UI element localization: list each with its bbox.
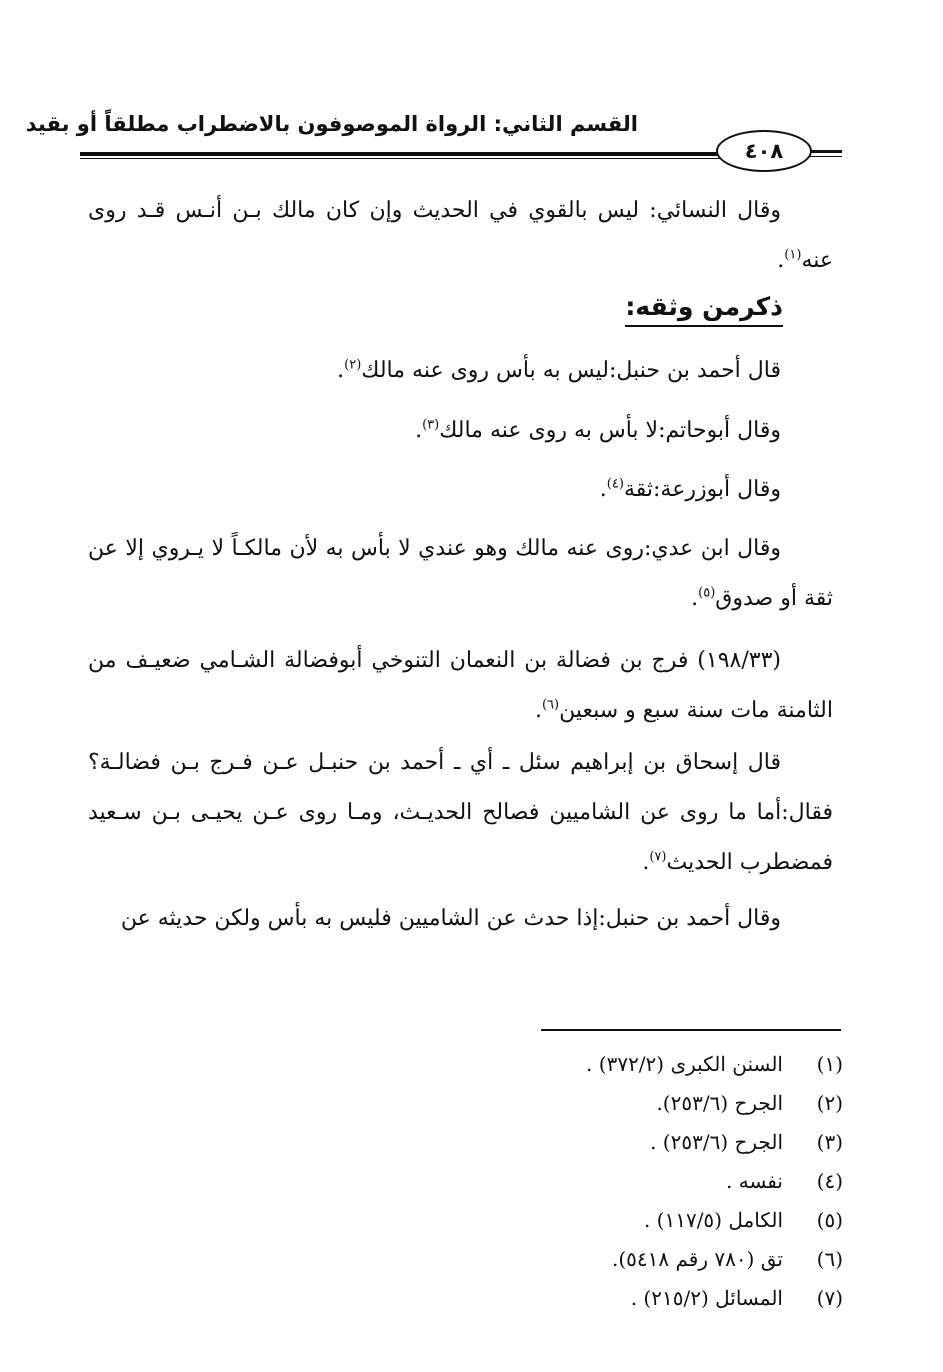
paragraph-abuhatim xyxy=(88,406,833,456)
footnote-ref[interactable]: (٧) xyxy=(649,849,667,865)
footnote-number: (٦) xyxy=(816,1247,843,1271)
paragraph-text: وقال النسائي: ليس بالقوي في الحديث وإن كان مالك بـن أنـس قـد روى عنه$^{(١)}$. xyxy=(88,198,833,273)
footnote-text: الجرح (٢٥٣/٦) . xyxy=(650,1130,783,1154)
footnote-separator xyxy=(541,1029,841,1031)
footnote-text: السنن الكبرى (٣٧٢/٢) . xyxy=(586,1052,783,1076)
footnote-text: الجرح (٢٥٣/٦). xyxy=(656,1091,783,1115)
paragraph-ahmad-shamiyyin xyxy=(88,894,833,944)
paragraph-text: (١٩٨/٣٣) فرج بن فضالة بن النعمان التنوخي أبوفضالة الشـامي ضعيـف من الثامنة مات سنة سبع و سبعين$^{(٦)}$. xyxy=(88,648,833,723)
footnote-text: تق (٧٨٠ رقم ٥٤١٨). xyxy=(611,1247,783,1271)
footnote-number: (٧) xyxy=(816,1286,843,1310)
section-heading: ذكرمن وثقه: xyxy=(625,292,783,327)
footnote-ref[interactable]: (٢) xyxy=(344,357,362,373)
footnote-number: (٥) xyxy=(816,1208,843,1232)
paragraph-ahmad-trust xyxy=(88,346,833,396)
header-rule-right xyxy=(810,150,842,153)
footnote-ref[interactable]: (٤) xyxy=(606,476,624,492)
paragraph-ishaq xyxy=(88,738,833,888)
footnote-number: (٢) xyxy=(816,1091,843,1115)
footnote-text: الكامل (١١٧/٥) . xyxy=(643,1208,783,1232)
footnote-number: (٤) xyxy=(816,1169,843,1193)
paragraph-text: وقال ابن عدي:روى عنه مالك وهو عندي لا بأس به لأن مالكـاً لا يـروي إلا عن ثقة أو صدوق$^{(٥)}$. xyxy=(88,536,833,611)
paragraph-text: وقال أبوزرعة:ثقة$^{(٤)}$. xyxy=(599,476,781,502)
footnote-ref[interactable]: (١) xyxy=(784,247,802,263)
footnote-text: نفسه . xyxy=(726,1169,783,1193)
paragraph-text: قال أحمد بن حنبل:ليس به بأس روى عنه مالك$^{(٢)}$. xyxy=(337,357,781,383)
footnote-item xyxy=(423,1162,843,1201)
footnote-ref[interactable]: (٣) xyxy=(422,417,440,433)
paragraph-ibnadi xyxy=(88,524,833,624)
footnote-text: المسائل (٢١٥/٢) . xyxy=(630,1286,783,1310)
paragraph-text: قال إسحاق بن إبراهيم سئل ـ أي ـ أحمد بن حنبـل عـن فـرج بـن فضالـة؟ فقال:أما ما روى عن الشاميين فصالح الحديـث، ومـا روى عـن يحيـى بـن سـعيد فمضطرب الحديث$^{(٧)}$. xyxy=(88,750,833,875)
running-header-title: القسم الثاني: الرواة الموصوفون بالاضطراب مطلقاً أو بقيد xyxy=(25,112,638,136)
paragraph-abuzura xyxy=(88,465,833,515)
footnote-number: (٣) xyxy=(816,1130,843,1154)
footnote-ref[interactable]: (٥) xyxy=(698,585,716,601)
paragraph-entry-faraj xyxy=(88,636,833,736)
footnote-item xyxy=(423,1240,843,1279)
footnote-item xyxy=(423,1045,843,1084)
footnote-ref[interactable]: (٦) xyxy=(541,697,560,713)
paragraph-text: وقال أحمد بن حنبل:إذا حدث عن الشاميين فليس به بأس ولكن حديثه عن xyxy=(120,906,781,931)
paragraph-nasai xyxy=(88,186,833,286)
header-rule-right-thin xyxy=(810,156,842,157)
paragraph-text: وقال أبوحاتم:لا بأس به روى عنه مالك$^{(٣)}$. xyxy=(415,417,781,443)
page-number: ٤٠٨ xyxy=(716,130,812,172)
header-rule xyxy=(80,152,720,156)
header-rule-thin xyxy=(80,158,720,159)
footnotes-list xyxy=(423,1045,843,1318)
footnote-item xyxy=(423,1123,843,1162)
footnote-item xyxy=(423,1201,843,1240)
footnote-item xyxy=(423,1084,843,1123)
footnote-item xyxy=(423,1279,843,1318)
footnote-number: (١) xyxy=(816,1052,843,1076)
